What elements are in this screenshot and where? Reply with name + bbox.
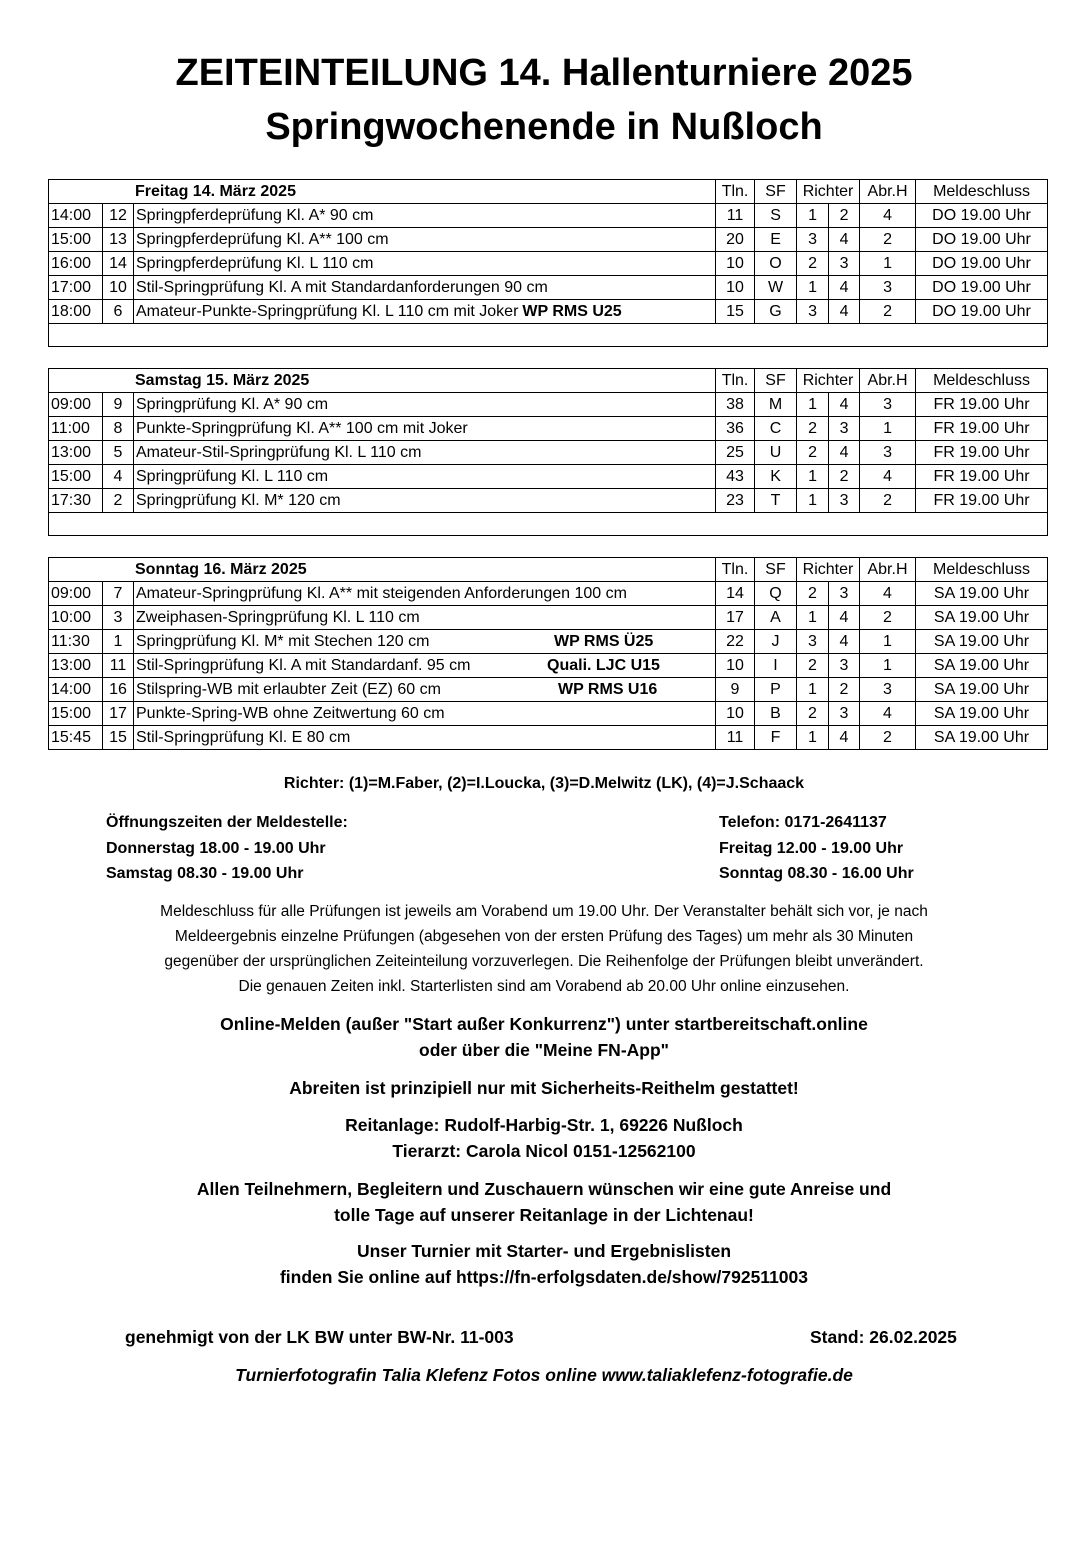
table-row: [49, 228, 1048, 252]
deadline-cell: DO 19.00 Uhr: [916, 204, 1048, 228]
participants-cell: 43: [716, 465, 755, 489]
number-cell: 1: [103, 630, 134, 654]
table-row: [49, 300, 1048, 324]
warmup-cell: 3: [860, 441, 916, 465]
vet-contact: Tierarzt: Carola Nicol 0151-12562100: [392, 1140, 696, 1161]
participants-cell: 36: [716, 417, 755, 441]
event-name: Springpferdeprüfung Kl. A** 100 cm: [136, 231, 389, 248]
judge1-cell: 1: [797, 726, 829, 750]
office-hours-right: [719, 810, 914, 887]
qualifier-tag: Quali. LJC U15: [547, 657, 660, 674]
helmet-notice: Abreiten ist prinzipiell nur mit Sicherheits-Reithelm gestattet!: [289, 1078, 799, 1098]
wishes-line: Allen Teilnehmern, Begleitern und Zuschauern wünschen wir eine gute Anreise und: [196, 1179, 892, 1199]
deadline-cell: SA 19.00 Uhr: [916, 582, 1048, 606]
deadline-cell: DO 19.00 Uhr: [916, 228, 1048, 252]
notice-paragraph: [90, 899, 998, 999]
number-cell: 14: [103, 252, 134, 276]
schedule-table: [48, 179, 1048, 347]
deadline-cell: FR 19.00 Uhr: [916, 417, 1048, 441]
time-cell: 09:00: [49, 393, 103, 417]
event-cell: [134, 726, 716, 750]
event-name: Springprüfung Kl. M* mit Stechen 120 cm: [136, 633, 430, 650]
participants-cell: 25: [716, 441, 755, 465]
event-cell: [134, 300, 716, 324]
spacer-cell: [49, 513, 1048, 536]
time-cell: 16:00: [49, 252, 103, 276]
event-name: Springpferdeprüfung Kl. L 110 cm: [136, 255, 374, 272]
time-cell: 15:00: [49, 702, 103, 726]
number-cell: 11: [103, 654, 134, 678]
qualifier-tag: WP RMS U25: [522, 303, 622, 320]
deadline-cell: DO 19.00 Uhr: [916, 252, 1048, 276]
judge2-cell: 4: [829, 441, 860, 465]
warmup-cell: 2: [860, 300, 916, 324]
judge2-cell: 3: [829, 702, 860, 726]
judge2-cell: 4: [829, 276, 860, 300]
event-cell: [134, 252, 716, 276]
deadline-cell: FR 19.00 Uhr: [916, 441, 1048, 465]
judge1-cell: 3: [797, 300, 829, 324]
participants-cell: 10: [716, 276, 755, 300]
results-line: Unser Turnier mit Starter- und Ergebnislisten: [356, 1241, 732, 1261]
results-block: [0, 1239, 1088, 1290]
page-title: ZEITEINTEILUNG 14. Hallenturniere 2025: [175, 52, 913, 94]
header-tln: Tln.: [716, 558, 755, 582]
online-entry-block: [0, 1012, 1088, 1063]
sf-cell: B: [755, 702, 797, 726]
header-meldeschluss: Meldeschluss: [916, 558, 1048, 582]
number-cell: 3: [103, 606, 134, 630]
event-cell: [134, 654, 716, 678]
number-cell: 9: [103, 393, 134, 417]
number-cell: 15: [103, 726, 134, 750]
judge2-cell: 4: [829, 300, 860, 324]
judge2-cell: 4: [829, 228, 860, 252]
event-cell: [134, 702, 716, 726]
table-row: [49, 654, 1048, 678]
header-meldeschluss: Meldeschluss: [916, 369, 1048, 393]
participants-cell: 20: [716, 228, 755, 252]
event-cell: [134, 678, 716, 702]
sf-cell: U: [755, 441, 797, 465]
sf-cell: W: [755, 276, 797, 300]
header-sf: SF: [755, 180, 797, 204]
sf-cell: O: [755, 252, 797, 276]
event-name: Springprüfung Kl. M* 120 cm: [136, 492, 341, 509]
event-cell: [134, 417, 716, 441]
number-cell: 2: [103, 489, 134, 513]
event-cell: [134, 228, 716, 252]
wishes-block: [0, 1177, 1088, 1228]
notice-line: Meldeergebnis einzelne Prüfungen (abgesehen von der ersten Prüfung des Tages) um mehr als 30 Minuten: [174, 928, 914, 945]
warmup-cell: 2: [860, 726, 916, 750]
judge1-cell: 3: [797, 228, 829, 252]
deadline-cell: SA 19.00 Uhr: [916, 678, 1048, 702]
event-cell: [134, 276, 716, 300]
judge2-cell: 3: [829, 489, 860, 513]
judge1-cell: 1: [797, 276, 829, 300]
deadline-cell: DO 19.00 Uhr: [916, 300, 1048, 324]
online-line: oder über die "Meine FN-App": [419, 1039, 669, 1060]
day-heading: Samstag 15. März 2025: [49, 369, 716, 393]
sf-cell: K: [755, 465, 797, 489]
participants-cell: 9: [716, 678, 755, 702]
sf-cell: A: [755, 606, 797, 630]
notice-line: Meldeschluss für alle Prüfungen ist jeweils am Vorabend um 19.00 Uhr. Der Veranstalter behält sich vor, je nach: [160, 903, 928, 920]
warmup-cell: 1: [860, 654, 916, 678]
deadline-cell: FR 19.00 Uhr: [916, 465, 1048, 489]
participants-cell: 11: [716, 726, 755, 750]
warmup-cell: 4: [860, 204, 916, 228]
judge2-cell: 3: [829, 582, 860, 606]
table-row: [49, 630, 1048, 654]
warmup-cell: 3: [860, 393, 916, 417]
office-sunday: Sonntag 08.30 - 16.00 Uhr: [719, 865, 914, 882]
judge1-cell: 1: [797, 678, 829, 702]
online-line: Online-Melden (außer "Start außer Konkurrenz") unter startbereitschaft.online: [220, 1014, 868, 1034]
deadline-cell: SA 19.00 Uhr: [916, 726, 1048, 750]
number-cell: 6: [103, 300, 134, 324]
event-name: Zweiphasen-Springprüfung Kl. L 110 cm: [136, 609, 420, 626]
number-cell: 10: [103, 276, 134, 300]
judge2-cell: 4: [829, 726, 860, 750]
judge2-cell: 2: [829, 465, 860, 489]
header-richter: Richter: [797, 369, 860, 393]
event-name: Springprüfung Kl. L 110 cm: [136, 468, 329, 485]
event-name: Punkte-Springprüfung Kl. A** 100 cm mit Joker: [136, 420, 468, 437]
time-cell: 18:00: [49, 300, 103, 324]
event-cell: [134, 606, 716, 630]
stand-date: Stand: 26.02.2025: [810, 1327, 957, 1347]
table-row: [49, 417, 1048, 441]
judge2-cell: 4: [829, 606, 860, 630]
header-richter: Richter: [797, 558, 860, 582]
notice-line: gegenüber der ursprünglichen Zeiteinteilung vorzuverlegen. Die Reihenfolge der Prüfungen bleibt unverändert.: [164, 953, 924, 970]
warmup-cell: 1: [860, 252, 916, 276]
notice-line: Die genauen Zeiten inkl. Starterlisten sind am Vorabend ab 20.00 Uhr online einzusehen.: [238, 978, 850, 995]
header-sf: SF: [755, 369, 797, 393]
time-cell: 11:30: [49, 630, 103, 654]
sf-cell: S: [755, 204, 797, 228]
number-cell: 7: [103, 582, 134, 606]
spacer-row: [49, 513, 1048, 536]
day-heading: Sonntag 16. März 2025: [49, 558, 716, 582]
table-header-row: [49, 180, 1048, 204]
judge2-cell: 2: [829, 678, 860, 702]
office-thursday: Donnerstag 18.00 - 19.00 Uhr: [106, 839, 326, 857]
header-richter: Richter: [797, 180, 860, 204]
time-cell: 13:00: [49, 654, 103, 678]
event-cell: [134, 393, 716, 417]
event-name: Amateur-Springprüfung Kl. A** mit steigenden Anforderungen 100 cm: [136, 585, 627, 602]
judge1-cell: 2: [797, 417, 829, 441]
header-meldeschluss: Meldeschluss: [916, 180, 1048, 204]
event-cell: [134, 582, 716, 606]
warmup-cell: 3: [860, 678, 916, 702]
schedule-table: [48, 557, 1048, 750]
number-cell: 8: [103, 417, 134, 441]
event-name: Stil-Springprüfung Kl. A mit Standardanf. 95 cm: [136, 657, 471, 674]
number-cell: 13: [103, 228, 134, 252]
participants-cell: 11: [716, 204, 755, 228]
participants-cell: 22: [716, 630, 755, 654]
time-cell: 13:00: [49, 441, 103, 465]
warmup-cell: 2: [860, 606, 916, 630]
header-tln: Tln.: [716, 180, 755, 204]
judge1-cell: 2: [797, 582, 829, 606]
judge1-cell: 2: [797, 654, 829, 678]
results-link[interactable]: finden Sie online auf https://fn-erfolgsdaten.de/show/792511003: [279, 1266, 809, 1287]
sf-cell: F: [755, 726, 797, 750]
table-row: [49, 582, 1048, 606]
time-cell: 15:00: [49, 465, 103, 489]
spacer-cell: [49, 324, 1048, 347]
office-saturday: Samstag 08.30 - 19.00 Uhr: [106, 865, 304, 882]
number-cell: 4: [103, 465, 134, 489]
time-cell: 11:00: [49, 417, 103, 441]
warmup-cell: 4: [860, 582, 916, 606]
table-row: [49, 465, 1048, 489]
warmup-cell: 1: [860, 630, 916, 654]
venue-address: Reitanlage: Rudolf-Harbig-Str. 1, 69226 Nußloch: [345, 1115, 743, 1135]
deadline-cell: SA 19.00 Uhr: [916, 606, 1048, 630]
office-hours-left: [106, 810, 348, 887]
office-friday: Freitag 12.00 - 19.00 Uhr: [719, 839, 904, 857]
judge2-cell: 4: [829, 630, 860, 654]
judge2-cell: 2: [829, 204, 860, 228]
participants-cell: 14: [716, 582, 755, 606]
table-row: [49, 252, 1048, 276]
event-name: Amateur-Punkte-Springprüfung Kl. L 110 cm mit Joker: [136, 303, 519, 320]
schedule-table: [48, 368, 1048, 536]
header-tln: Tln.: [716, 369, 755, 393]
sf-cell: G: [755, 300, 797, 324]
table-row: [49, 204, 1048, 228]
number-cell: 17: [103, 702, 134, 726]
judge2-cell: 4: [829, 393, 860, 417]
judges-line: Richter: (1)=M.Faber, (2)=I.Loucka, (3)=D.Melwitz (LK), (4)=J.Schaack: [283, 775, 805, 792]
table-row: [49, 678, 1048, 702]
warmup-cell: 3: [860, 276, 916, 300]
event-name: Springpferdeprüfung Kl. A* 90 cm: [136, 207, 374, 224]
table-row: [49, 606, 1048, 630]
event-name: Punkte-Spring-WB ohne Zeitwertung 60 cm: [136, 705, 445, 722]
judge1-cell: 1: [797, 465, 829, 489]
table-row: [49, 276, 1048, 300]
participants-cell: 10: [716, 702, 755, 726]
deadline-cell: SA 19.00 Uhr: [916, 702, 1048, 726]
sf-cell: E: [755, 228, 797, 252]
deadline-cell: SA 19.00 Uhr: [916, 630, 1048, 654]
event-name: Stil-Springprüfung Kl. A mit Standardanforderungen 90 cm: [136, 279, 548, 296]
sf-cell: P: [755, 678, 797, 702]
warmup-cell: 2: [860, 228, 916, 252]
event-cell: [134, 489, 716, 513]
time-cell: 14:00: [49, 204, 103, 228]
participants-cell: 38: [716, 393, 755, 417]
time-cell: 10:00: [49, 606, 103, 630]
participants-cell: 17: [716, 606, 755, 630]
photographer-note[interactable]: Turnierfotografin Talia Klefenz Fotos online www.taliaklefenz-fotografie.de: [235, 1365, 853, 1385]
judge1-cell: 1: [797, 606, 829, 630]
judge2-cell: 3: [829, 654, 860, 678]
warmup-cell: 4: [860, 465, 916, 489]
venue-block: [0, 1113, 1088, 1164]
judge2-cell: 3: [829, 417, 860, 441]
warmup-cell: 2: [860, 489, 916, 513]
judge1-cell: 3: [797, 630, 829, 654]
deadline-cell: SA 19.00 Uhr: [916, 654, 1048, 678]
sf-cell: I: [755, 654, 797, 678]
judge1-cell: 1: [797, 489, 829, 513]
qualifier-tag: WP RMS Ü25: [554, 633, 654, 650]
table-row: [49, 702, 1048, 726]
judge1-cell: 1: [797, 393, 829, 417]
time-cell: 15:45: [49, 726, 103, 750]
table-row: [49, 726, 1048, 750]
table-header-row: [49, 369, 1048, 393]
table-row: [49, 393, 1048, 417]
header-sf: SF: [755, 558, 797, 582]
participants-cell: 15: [716, 300, 755, 324]
judge1-cell: 1: [797, 204, 829, 228]
sf-cell: J: [755, 630, 797, 654]
time-cell: 15:00: [49, 228, 103, 252]
event-name: Springprüfung Kl. A* 90 cm: [136, 396, 329, 413]
time-cell: 14:00: [49, 678, 103, 702]
event-cell: [134, 630, 716, 654]
deadline-cell: FR 19.00 Uhr: [916, 489, 1048, 513]
judge1-cell: 2: [797, 252, 829, 276]
participants-cell: 10: [716, 654, 755, 678]
number-cell: 5: [103, 441, 134, 465]
judge1-cell: 2: [797, 441, 829, 465]
table-row: [49, 489, 1048, 513]
sf-cell: Q: [755, 582, 797, 606]
header-abrh: Abr.H: [860, 369, 916, 393]
event-cell: [134, 204, 716, 228]
event-cell: [134, 465, 716, 489]
wishes-line: tolle Tage auf unserer Reitanlage in der Lichtenau!: [334, 1204, 754, 1225]
header-abrh: Abr.H: [860, 180, 916, 204]
table-row: [49, 441, 1048, 465]
event-name: Stil-Springprüfung Kl. E 80 cm: [136, 729, 351, 746]
day-heading: Freitag 14. März 2025: [49, 180, 716, 204]
deadline-cell: DO 19.00 Uhr: [916, 276, 1048, 300]
table-header-row: [49, 558, 1048, 582]
time-cell: 17:30: [49, 489, 103, 513]
sf-cell: M: [755, 393, 797, 417]
office-phone: Telefon: 0171-2641137: [719, 814, 887, 831]
event-name: Amateur-Stil-Springprüfung Kl. L 110 cm: [136, 444, 422, 461]
header-abrh: Abr.H: [860, 558, 916, 582]
number-cell: 12: [103, 204, 134, 228]
event-name: Stilspring-WB mit erlaubter Zeit (EZ) 60 cm: [136, 681, 441, 698]
deadline-cell: FR 19.00 Uhr: [916, 393, 1048, 417]
participants-cell: 23: [716, 489, 755, 513]
office-heading: Öffnungszeiten der Meldestelle:: [106, 814, 348, 831]
sf-cell: T: [755, 489, 797, 513]
sf-cell: C: [755, 417, 797, 441]
time-cell: 09:00: [49, 582, 103, 606]
time-cell: 17:00: [49, 276, 103, 300]
page-subtitle: Springwochenende in Nußloch: [265, 106, 823, 148]
warmup-cell: 1: [860, 417, 916, 441]
participants-cell: 10: [716, 252, 755, 276]
warmup-cell: 4: [860, 702, 916, 726]
event-cell: [134, 441, 716, 465]
qualifier-tag: WP RMS U16: [558, 681, 658, 698]
spacer-row: [49, 324, 1048, 347]
approval-note: genehmigt von der LK BW unter BW-Nr. 11-003: [125, 1327, 514, 1347]
judge1-cell: 2: [797, 702, 829, 726]
number-cell: 16: [103, 678, 134, 702]
judge2-cell: 3: [829, 252, 860, 276]
